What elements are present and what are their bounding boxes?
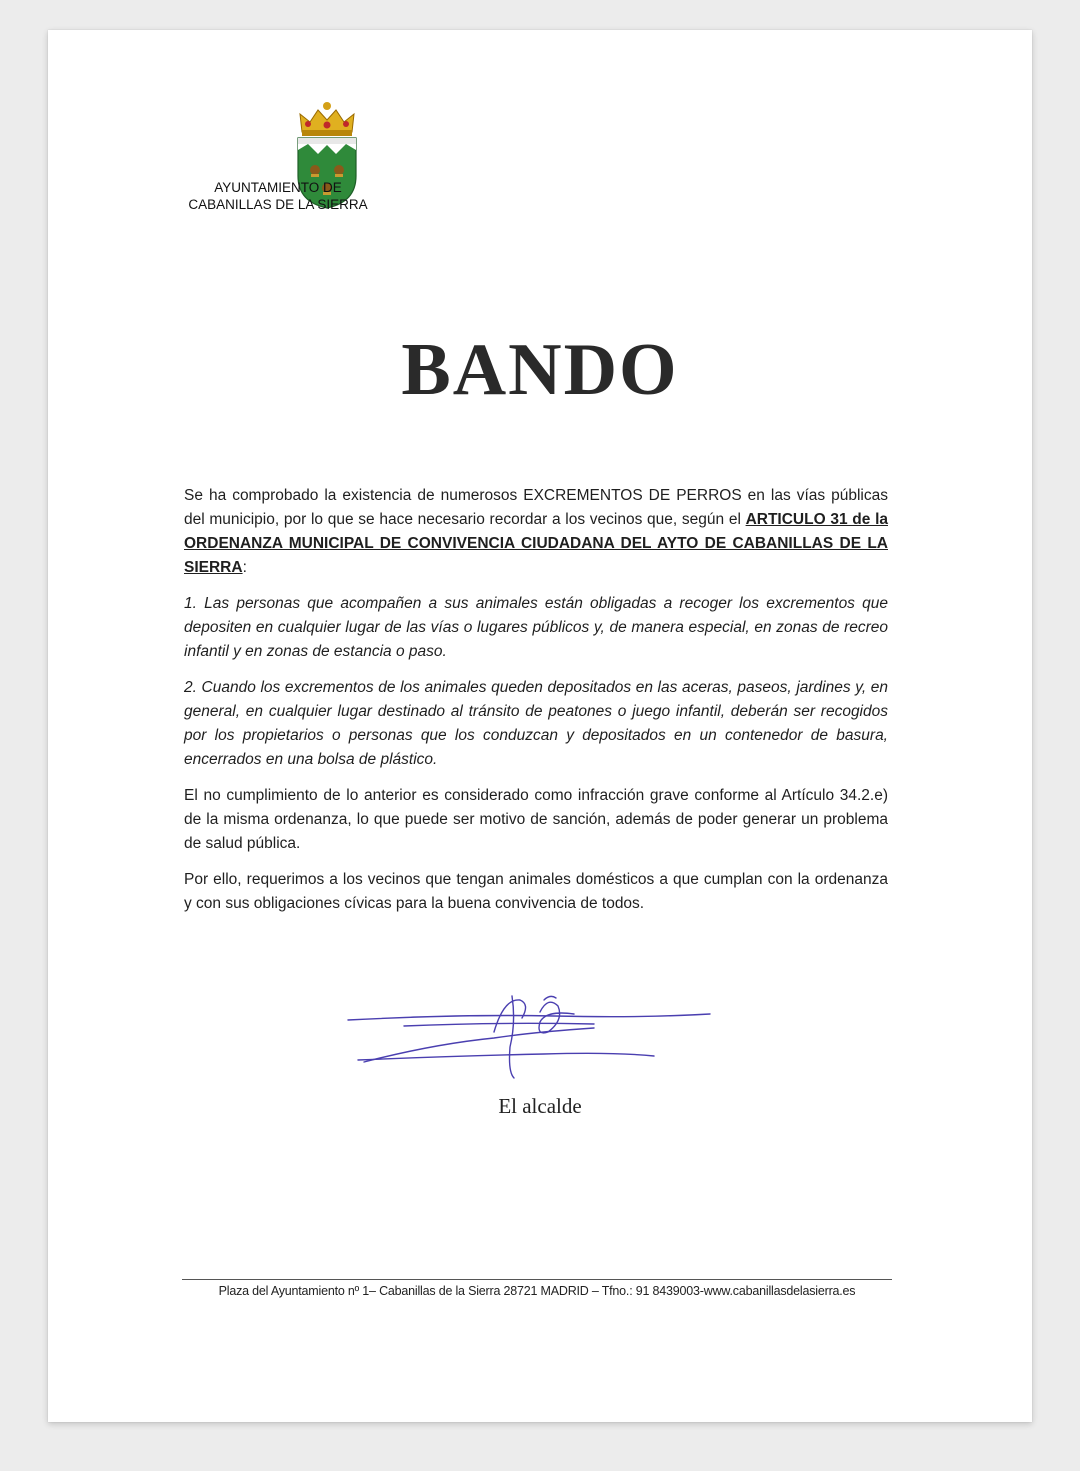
paragraph-rule-1: 1. Las personas que acompañen a sus animales están obligadas a recoger los excrementos que depositen en cualquier lugar de las vías o lugares públicos y, de manera especial, en zonas de recreo infantil y en zonas de estancia o paso.: [184, 595, 888, 660]
article-reference: ARTICULO 31 de la ORDENANZA MUNICIPAL DE CONVIVENCIA CIUDADANA DEL AYTO DE CABANILLAS DE LA SIERRA: [184, 511, 888, 576]
signature-label: El alcalde: [498, 1094, 582, 1118]
municipality-line-2: CABANILLAS DE LA SIERRA: [188, 197, 368, 212]
municipality-line-1: AYUNTAMIENTO DE: [214, 180, 342, 195]
intro-text: Se ha comprobado la existencia de numerosos EXCREMENTOS DE PERROS en las vías públicas del municipio, por lo que se hace necesario recordar a los vecinos que, según el: [184, 487, 888, 528]
paragraph-sanction: El no cumplimiento de lo anterior es considerado como infracción grave conforme al Artículo 34.2.e) de la misma ordenanza, lo que puede ser motivo de sanción, además de poder generar un problema de salud pública.: [184, 787, 888, 852]
document-title: BANDO: [401, 329, 679, 411]
paragraph-request: Por ello, requerimos a los vecinos que tengan animales domésticos a que cumplan con la ordenanza y con sus obligaciones cívicas para la buena convivencia de todos.: [184, 871, 888, 912]
document-body: [184, 484, 888, 928]
footer-address: Plaza del Ayuntamiento nº 1– Cabanillas de la Sierra 28721 MADRID – Tfno.: 91 8439003-www.cabanillasdelasierra.es: [218, 1284, 856, 1298]
paragraph-rule-2: 2. Cuando los excrementos de los animales queden depositados en las aceras, paseos, jardines y, en general, en cualquier lugar destinado al tránsito de peatones o juego infantil, deberán ser recogidos por los propietarios o personas que los conduzcan y depositados en un contenedor de basura, encerrados en una bolsa de plástico.: [184, 679, 888, 768]
crown-icon: [300, 102, 354, 136]
intro-colon: :: [242, 559, 247, 576]
document-page: [48, 30, 1032, 1422]
footer-divider: [182, 1279, 892, 1280]
mayor-signature: [344, 992, 714, 1084]
paragraph-intro: [184, 484, 888, 580]
municipality-name: [178, 179, 378, 213]
